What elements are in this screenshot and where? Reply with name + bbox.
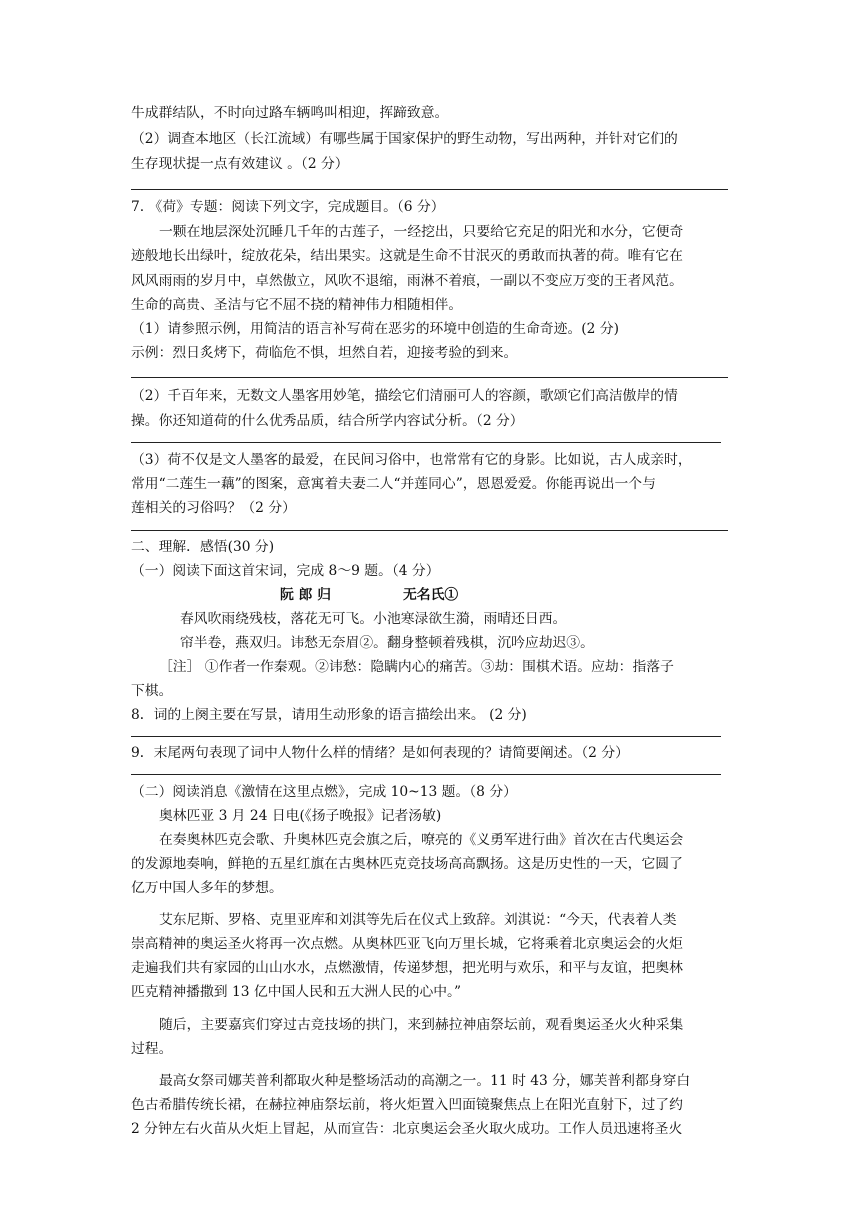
question-text: （3）荷不仅是文人墨客的最爱，在民间习俗中，也常常有它的身影。比如说，古人成亲时， (131, 452, 692, 468)
question-text: （2）调查本地区（长江流域）有哪些属于国家保护的野生动物，写出两种，并针对它们的 (131, 131, 678, 147)
article-line: 色古希腊传统长裙，在赫拉神庙祭坛前，将火炬置入凹面镜聚焦点上在阳光直射下，过了约 (131, 1097, 683, 1113)
answer-line (131, 530, 728, 531)
article-line: 亿万中国人多年的梦想。 (131, 880, 283, 896)
poem-line: 帘半卷，燕双归。讳愁无奈眉②。翻身整顿着残棋，沉吟应劫迟③。 (180, 635, 594, 651)
article-line: 2 分钟左右火苗从火炬上冒起，从而宣告：北京奥运会圣火取火成功。工作人员迅速将圣火 (131, 1121, 683, 1137)
example-text: 示例：烈日炙烤下，荷临危不惧，坦然自若，迎接考验的到来。 (131, 345, 518, 361)
paragraph-line: 风风雨雨的岁月中，卓然傲立，风吹不退缩，雨淋不着痕，一副以不变应万变的王者风范。 (131, 273, 683, 289)
subsection-heading: （一）阅读下面这首宋词，完成 8～9 题。（4 分） (131, 563, 440, 579)
question-text: 常用“二莲生一藕”的图案，意寓着夫妻二人“并莲同心”，恩恩爱爱。你能再说出一个与 (131, 476, 656, 492)
question-text: 莲相关的习俗吗？（2 分） (131, 500, 296, 516)
answer-line (131, 189, 728, 190)
question-text: （1）请参照示例，用简洁的语言补写荷在恶劣的环境中创造的生命奇迹。(2 分) (131, 321, 620, 337)
text-line: 牛成群结队，不时向过路车辆鸣叫相迎，挥蹄致意。 (131, 105, 449, 121)
answer-line (131, 442, 721, 443)
paragraph-line: 生命的高贵、圣洁与它不屈不挠的精神伟力相随相伴。 (131, 297, 463, 313)
article-line: 随后，主要嘉宾们穿过古竞技场的拱门，来到赫拉神庙祭坛前，观看奥运圣火火种采集 (159, 1017, 684, 1033)
question-heading: 7. 《荷》专题：阅读下列文字，完成题目。（6 分） (131, 199, 445, 215)
annotation-text: ［注］ ①作者一作秦观。②讳愁：隐瞒内心的痛苦。③劫：围棋术语。应劫：指落子 (159, 659, 674, 675)
answer-line (131, 377, 728, 378)
article-line: 最高女祭司娜芙普利都取火种是整场活动的高潮之一。11 时 43 分，娜芙普利都身穿白 (159, 1073, 691, 1089)
poem-title: 阮 郎 归 (280, 587, 331, 603)
question-text: （2）千百年来，无数文人墨客用妙笔，描绘它们清丽可人的容颜，歌颂它们高洁傲岸的情 (131, 388, 678, 404)
poem-author: 无名氏① (403, 587, 459, 603)
section-heading: 二、理解．感悟(30 分) (131, 539, 275, 555)
question-text: 8．词的上阕主要在写景，请用生动形象的语言描绘出来。 (2 分) (131, 707, 527, 723)
article-line: 的发源地奏响，鲜艳的五星红旗在古奥林匹克竞技场高高飘扬。这是历史性的一天，它圆了 (131, 856, 683, 872)
text-line: 生存现状提一点有效建议 。（2 分） (131, 156, 349, 172)
annotation-text: 下棋。 (131, 683, 173, 699)
article-line: 崇高精神的奥运圣火将再一次点燃。从奥林匹亚飞向万里长城，它将乘着北京奥运会的火炬 (131, 936, 683, 952)
article-line: 匹克精神播撒到 13 亿中国人民和五大洲人民的心中。” (131, 984, 462, 1000)
question-text: 9．末尾两句表现了词中人物什么样的情绪？是如何表现的？请简要阐述。（2 分） (131, 745, 629, 761)
article-line: 在奏奥林匹克会歌、升奥林匹克会旗之后，嘹亮的《义勇军进行曲》首次在古代奥运会 (159, 832, 684, 848)
poem-line: 春风吹雨绕残枝，落花无可飞。小池寒渌欲生漪，雨晴还日西。 (180, 611, 567, 627)
article-line: 过程。 (131, 1041, 173, 1057)
answer-line (131, 774, 721, 775)
article-line: 艾东尼斯、罗格、克里亚库和刘淇等先后在仪式上致辞。刘淇说：“今天，代表着人类 (159, 912, 677, 928)
paragraph-line: 一颗在地层深处沉睡几千年的古莲子，一经挖出，只要给它充足的阳光和水分，它便奇 (159, 224, 684, 240)
question-text: 操。你还知道荷的什么优秀品质，结合所学内容试分析。（2 分） (131, 413, 524, 429)
article-line: 走遍我们共有家园的山山水水，点燃激情，传递梦想，把光明与欢乐，和平与友谊，把奥林 (131, 960, 683, 976)
article-dateline: 奥林匹亚 3 月 24 日电(《扬子晚报》记者汤敏) (159, 808, 442, 824)
subsection-heading: （二）阅读消息《激情在这里点燃》，完成 10~13 题。（8 分） (131, 784, 517, 800)
answer-line (131, 736, 721, 737)
paragraph-line: 迹般地长出绿叶，绽放花朵，结出果实。这就是生命不甘泯灭的勇敢而执著的荷。唯有它在 (131, 248, 683, 264)
